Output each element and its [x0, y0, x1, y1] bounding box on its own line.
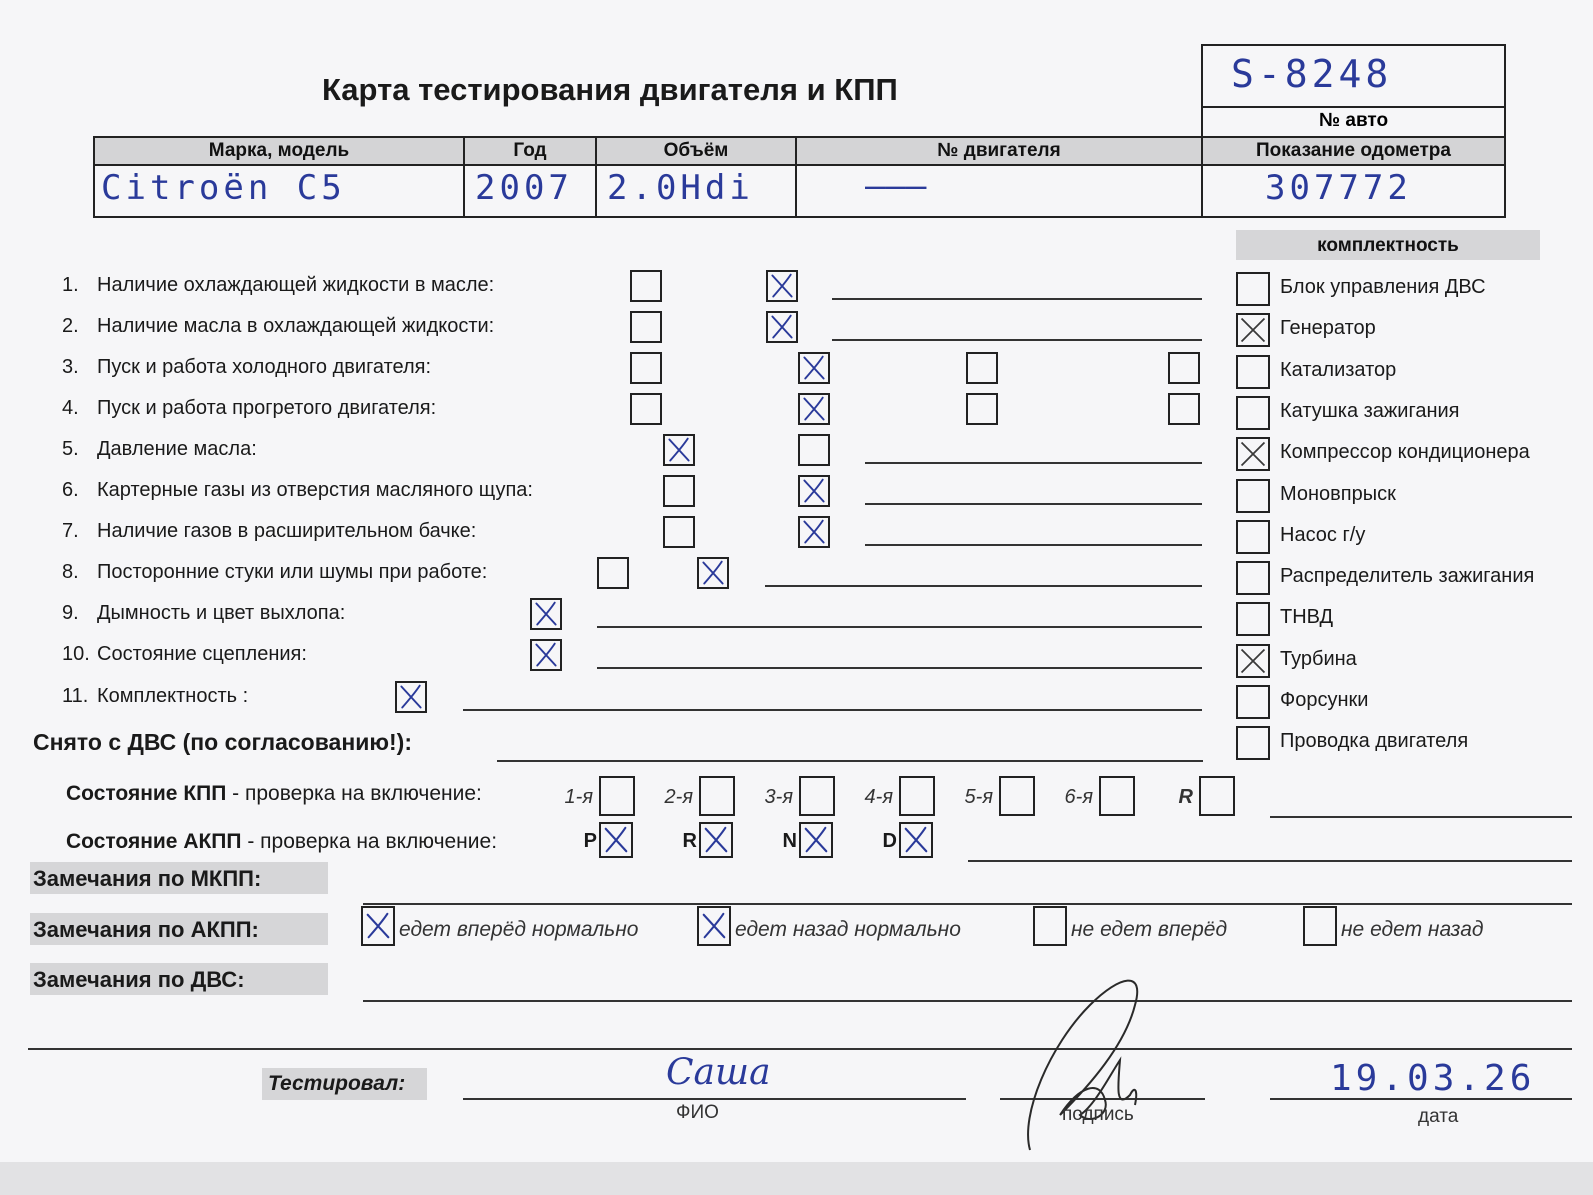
option-checkbox[interactable]: [798, 434, 830, 466]
gear-label: 5-я: [964, 786, 993, 808]
akpp-option-checkbox[interactable]: [697, 906, 731, 946]
volume-value[interactable]: 2.0Hdi: [607, 168, 754, 208]
manual-gearbox-label: [66, 782, 482, 806]
completeness-item: [1236, 644, 1576, 678]
completeness-label: Компрессор кондиционера: [1280, 441, 1530, 464]
check-mark-icon: [699, 559, 727, 587]
question-number: 7.: [62, 520, 79, 542]
completeness-item: [1236, 355, 1576, 389]
check-mark-icon: [601, 824, 631, 856]
check-mark-icon: [363, 908, 393, 944]
question-number: 6.: [62, 479, 79, 501]
akpp-option-checkbox[interactable]: [1303, 906, 1337, 946]
akpp-option-label: едет вперёд нормально: [399, 918, 639, 941]
option-checkbox[interactable]: [766, 270, 798, 302]
answer-line[interactable]: [765, 585, 1202, 587]
completeness-label: Насос г/у: [1280, 523, 1366, 546]
answer-line[interactable]: [832, 339, 1202, 341]
option-checkbox[interactable]: [630, 393, 662, 425]
name-caption: ФИО: [676, 1102, 719, 1123]
option-checkbox[interactable]: [966, 352, 998, 384]
check-mark-icon: [800, 477, 828, 505]
completeness-item: [1236, 272, 1576, 306]
gear-label: 2-я: [664, 786, 693, 808]
signature-mark: [1010, 965, 1170, 1165]
akpp-option-label: не едет назад: [1341, 918, 1484, 941]
gear-checkbox[interactable]: [699, 822, 733, 858]
remarks-mkpp-label: Замечания по МКПП:: [33, 866, 262, 891]
question-text: Состояние сцепления:: [97, 643, 307, 665]
page-bottom-edge: [0, 1162, 1593, 1195]
tested-label: Тестировал:: [268, 1072, 406, 1095]
completeness-label: Проводка двигателя: [1280, 730, 1469, 753]
answer-line[interactable]: [832, 298, 1202, 300]
answer-line[interactable]: [865, 544, 1202, 546]
question-number: 3.: [62, 356, 79, 378]
answer-line[interactable]: [597, 667, 1202, 669]
question-number: 9.: [62, 602, 79, 624]
option-checkbox[interactable]: [597, 557, 629, 589]
completeness-item: [1236, 396, 1576, 430]
option-checkbox[interactable]: [798, 475, 830, 507]
date-caption: дата: [1418, 1106, 1459, 1127]
form-title: Карта тестирования двигателя и КПП: [322, 72, 898, 107]
check-mark-icon: [532, 641, 560, 669]
auto-gearbox-label-rest: - проверка на включение:: [241, 830, 498, 853]
option-checkbox[interactable]: [530, 598, 562, 630]
completeness-item: [1236, 313, 1576, 347]
question-number: 1.: [62, 274, 79, 296]
vehicle-info-table: [93, 136, 1506, 218]
gear-checkbox[interactable]: [1099, 776, 1135, 816]
completeness-checkbox[interactable]: [1236, 561, 1270, 595]
gear-label: 1-я: [564, 786, 593, 808]
gear-checkbox[interactable]: [599, 822, 633, 858]
gear-checkbox[interactable]: [599, 776, 635, 816]
completeness-label: ТНВД: [1280, 606, 1334, 629]
gear-checkbox[interactable]: [999, 776, 1035, 816]
name-value[interactable]: Саша: [666, 1052, 771, 1093]
auto-gearbox-label: [66, 830, 497, 854]
remarks-dvs-line-2[interactable]: [28, 1048, 1572, 1050]
option-checkbox[interactable]: [1168, 352, 1200, 384]
remarks-dvs-line[interactable]: [363, 1000, 1572, 1002]
check-mark-icon: [768, 272, 796, 300]
check-mark-icon: [665, 436, 693, 464]
check-mark-icon: [532, 600, 560, 628]
question-number: 11.: [62, 685, 89, 707]
completeness-checkbox[interactable]: [1236, 602, 1270, 636]
question-number: 2.: [62, 315, 79, 337]
completeness-checkbox[interactable]: [1236, 437, 1270, 471]
question-number: 8.: [62, 561, 79, 583]
check-mark-icon: [800, 354, 828, 382]
option-checkbox[interactable]: [395, 681, 427, 713]
gear-checkbox[interactable]: [899, 822, 933, 858]
completeness-checkbox[interactable]: [1236, 479, 1270, 513]
option-checkbox[interactable]: [966, 393, 998, 425]
option-checkbox[interactable]: [798, 516, 830, 548]
akpp-option-label: не едет вперёд: [1071, 918, 1228, 941]
gear-label: R: [1178, 786, 1193, 808]
question-text: Наличие охлаждающей жидкости в масле:: [97, 274, 495, 296]
check-mark-icon: [397, 683, 425, 711]
header-year: Год: [465, 138, 595, 164]
completeness-item: [1236, 520, 1576, 554]
question-number: 5.: [62, 438, 79, 460]
question-number: 10.: [62, 643, 90, 665]
removed-line[interactable]: [497, 760, 1203, 762]
gear-checkbox[interactable]: [799, 822, 833, 858]
option-checkbox[interactable]: [663, 434, 695, 466]
check-mark-icon: [768, 313, 796, 341]
option-checkbox[interactable]: [663, 516, 695, 548]
completeness-checkbox[interactable]: [1236, 520, 1270, 554]
question-number: 4.: [62, 397, 79, 419]
question-text: Давление масла:: [97, 438, 257, 460]
check-mark-icon: [1238, 315, 1268, 345]
completeness-checkbox[interactable]: [1236, 355, 1270, 389]
option-checkbox[interactable]: [798, 393, 830, 425]
completeness-checkbox[interactable]: [1236, 726, 1270, 760]
akpp-option-checkbox[interactable]: [1033, 906, 1067, 946]
gear-label: 4-я: [864, 786, 893, 808]
header-engine-number: № двигателя: [797, 138, 1201, 164]
completeness-item: [1236, 726, 1576, 760]
gear-checkbox[interactable]: [1199, 776, 1235, 816]
gear-label: 3-я: [764, 786, 793, 808]
completeness-checkbox[interactable]: [1236, 644, 1270, 678]
remarks-mkpp-line[interactable]: [363, 903, 1572, 905]
option-checkbox[interactable]: [630, 270, 662, 302]
check-mark-icon: [1238, 646, 1268, 676]
answer-line[interactable]: [865, 503, 1202, 505]
completeness-header: комплектность: [1317, 235, 1459, 256]
akpp-option-label: едет назад нормально: [735, 918, 961, 941]
completeness-item: [1236, 602, 1576, 636]
gear-label: N: [782, 830, 797, 852]
completeness-checkbox[interactable]: [1236, 313, 1270, 347]
option-checkbox[interactable]: [530, 639, 562, 671]
engine-number-value[interactable]: ———: [865, 166, 927, 206]
completeness-label: Моновпрыск: [1280, 482, 1396, 505]
answer-line[interactable]: [463, 709, 1202, 711]
option-checkbox[interactable]: [630, 311, 662, 343]
option-checkbox[interactable]: [663, 475, 695, 507]
check-mark-icon: [800, 395, 828, 423]
gear-checkbox[interactable]: [799, 776, 835, 816]
option-checkbox[interactable]: [697, 557, 729, 589]
question-text: Пуск и работа холодного двигателя:: [97, 356, 432, 378]
completeness-label: Катушка зажигания: [1280, 399, 1460, 422]
header-odometer: Показание одометра: [1203, 138, 1504, 164]
question-text: Посторонние стуки или шумы при работе:: [97, 561, 488, 583]
answer-line[interactable]: [597, 626, 1202, 628]
gear-label: D: [882, 830, 897, 852]
completeness-label: Катализатор: [1280, 358, 1397, 381]
option-checkbox[interactable]: [798, 352, 830, 384]
completeness-label: Турбина: [1280, 647, 1357, 670]
answer-line[interactable]: [865, 462, 1202, 464]
auto-gearbox-line[interactable]: [968, 860, 1572, 862]
question-text: Комплектность :: [97, 685, 249, 707]
auto-gearbox-label-bold: Состояние АКПП: [66, 830, 242, 853]
completeness-label: Форсунки: [1280, 689, 1369, 711]
check-mark-icon: [901, 824, 931, 856]
year-value[interactable]: 2007: [475, 168, 573, 208]
car-number-value[interactable]: S-8248: [1231, 52, 1393, 96]
gear-checkbox[interactable]: [699, 776, 735, 816]
question-text: Наличие масла в охлаждающей жидкости:: [97, 315, 495, 337]
completeness-label: Распределитель зажигания: [1280, 565, 1535, 588]
completeness-checkbox[interactable]: [1236, 685, 1270, 719]
check-mark-icon: [800, 518, 828, 546]
remarks-akpp-label: Замечания по АКПП:: [33, 917, 259, 942]
completeness-item: [1236, 479, 1576, 513]
car-number-box: [1201, 44, 1506, 138]
completeness-label: Блок управления ДВС: [1280, 276, 1486, 298]
gear-label: R: [682, 830, 697, 852]
header-volume: Объём: [597, 138, 795, 164]
check-mark-icon: [801, 824, 831, 856]
name-line[interactable]: [463, 1098, 966, 1100]
completeness-item: [1236, 437, 1576, 471]
question-text: Картерные газы из отверстия масляного щупа:: [97, 479, 533, 501]
check-mark-icon: [1238, 439, 1268, 469]
option-checkbox[interactable]: [630, 352, 662, 384]
question-text: Дымность и цвет выхлопа:: [97, 602, 346, 624]
check-mark-icon: [701, 824, 731, 856]
completeness-checkbox[interactable]: [1236, 272, 1270, 306]
header-brand-model: Марка, модель: [95, 138, 463, 164]
completeness-label: Генератор: [1280, 317, 1376, 340]
manual-gearbox-line[interactable]: [1270, 816, 1572, 818]
option-checkbox[interactable]: [766, 311, 798, 343]
manual-gearbox-label-rest: - проверка на включение:: [226, 782, 482, 805]
car-number-label: № авто: [1318, 110, 1389, 131]
signature-caption: подпись: [1062, 1104, 1134, 1125]
check-mark-icon: [699, 908, 729, 944]
removed-label: Снято с ДВС (по согласованию!):: [33, 729, 412, 755]
option-checkbox[interactable]: [1168, 393, 1200, 425]
manual-gearbox-label-bold: Состояние КПП: [66, 782, 227, 805]
gear-checkbox[interactable]: [899, 776, 935, 816]
question-text: Пуск и работа прогретого двигателя:: [97, 397, 437, 419]
akpp-option-checkbox[interactable]: [361, 906, 395, 946]
completeness-checkbox[interactable]: [1236, 396, 1270, 430]
question-text: Наличие газов в расширительном бачке:: [97, 520, 477, 542]
gear-label: 6-я: [1064, 786, 1093, 808]
date-value[interactable]: 19.03.26: [1330, 1058, 1536, 1099]
completeness-item: [1236, 561, 1576, 595]
odometer-value[interactable]: 307772: [1265, 168, 1412, 208]
completeness-item: [1236, 685, 1576, 719]
remarks-dvs-label: Замечания по ДВС:: [33, 967, 245, 992]
brand-model-value[interactable]: Citroën C5: [101, 168, 346, 208]
gear-label: P: [583, 830, 597, 852]
